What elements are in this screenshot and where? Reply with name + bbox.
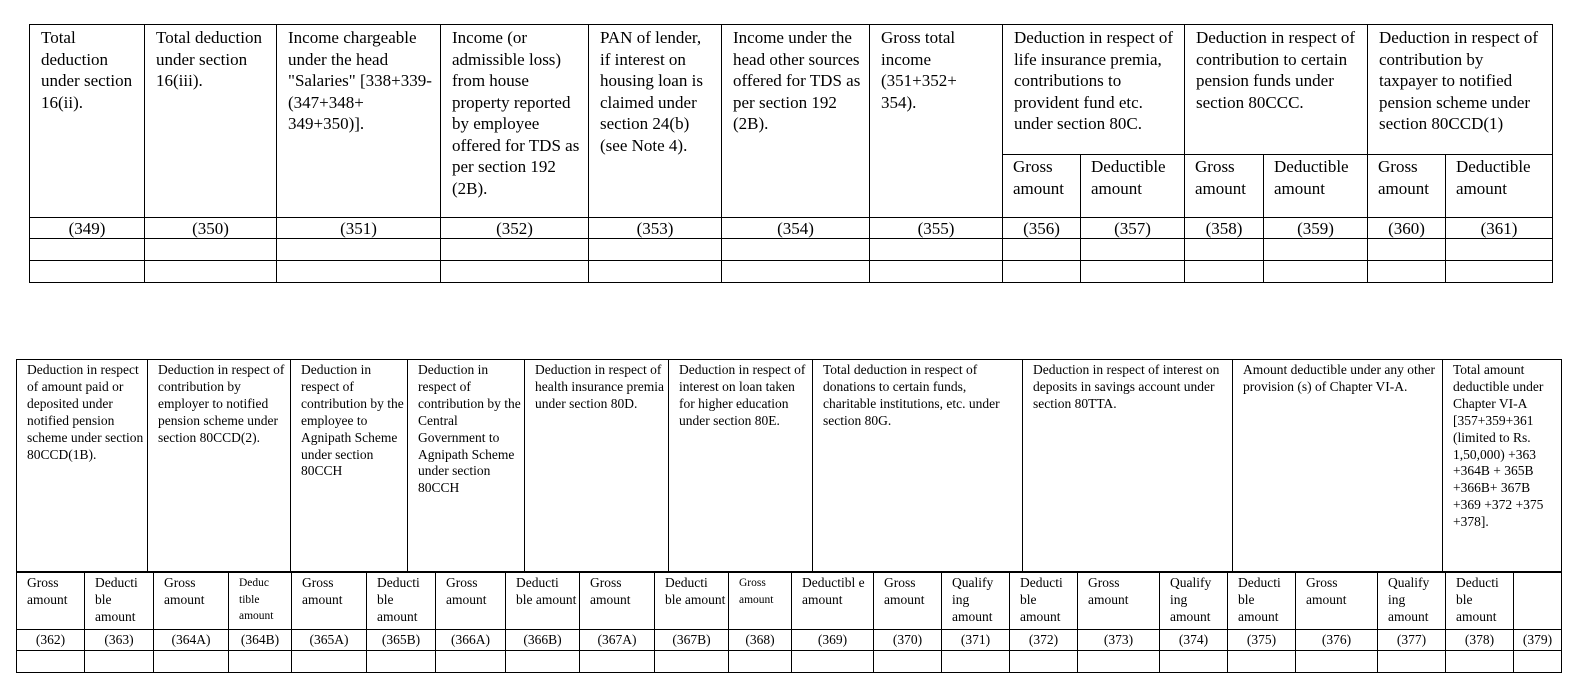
subheader-cell xyxy=(1514,573,1562,630)
subheader-cell: Deducti ble amount xyxy=(1446,573,1514,630)
data-cell[interactable] xyxy=(1078,651,1160,673)
data-cell[interactable] xyxy=(1081,261,1185,283)
header-cell: Income chargeable under the head "Salaries" [338+339-(347+348+ 349+350)]. xyxy=(277,25,441,218)
data-cell[interactable] xyxy=(277,261,441,283)
column-number: (378) xyxy=(1446,630,1514,651)
subheader-cell: Gross amount xyxy=(1296,573,1378,630)
data-cell[interactable] xyxy=(729,651,792,673)
data-cell[interactable] xyxy=(1003,239,1081,261)
subheader-cell: Gross amount xyxy=(580,573,655,630)
data-cell[interactable] xyxy=(1368,239,1446,261)
data-cell[interactable] xyxy=(870,261,1003,283)
column-number: (365B) xyxy=(367,630,436,651)
data-cell[interactable] xyxy=(580,651,655,673)
header-cell: Amount deductible under any other provision (s) of Chapter VI-A. xyxy=(1233,360,1443,572)
column-number: (379) xyxy=(1514,630,1562,651)
column-number: (367A) xyxy=(580,630,655,651)
header-cell: Total deduction in respect of donations to certain funds, charitable institutions, etc. under section 80G. xyxy=(813,360,1023,572)
column-number: (370) xyxy=(874,630,942,651)
data-cell[interactable] xyxy=(1228,651,1296,673)
data-cell[interactable] xyxy=(1185,261,1264,283)
header-cell: Deduction in respect of contribution by the employee to Agnipath Scheme under section 80CCH xyxy=(291,360,408,572)
data-cell[interactable] xyxy=(145,261,277,283)
subheader-gross: Gross amount xyxy=(1185,155,1264,218)
column-number: (367B) xyxy=(655,630,729,651)
data-cell[interactable] xyxy=(30,239,145,261)
column-number: (373) xyxy=(1078,630,1160,651)
header-cell: Total amount deductible under Chapter VI-A [357+359+361 (limited to Rs. 1,50,000) +363 +364B + 365B +366B+ 367B +369 +372 +375 +378]. xyxy=(1443,360,1562,572)
data-cell[interactable] xyxy=(1446,261,1553,283)
data-cell[interactable] xyxy=(229,651,292,673)
data-cell[interactable] xyxy=(655,651,729,673)
data-cell[interactable] xyxy=(436,651,506,673)
data-cell[interactable] xyxy=(1160,651,1228,673)
column-number: (362) xyxy=(17,630,85,651)
column-number: (351) xyxy=(277,218,441,239)
column-number: (356) xyxy=(1003,218,1081,239)
subheader-cell: Deducti ble amount xyxy=(367,573,436,630)
data-cell[interactable] xyxy=(1378,651,1446,673)
data-cell[interactable] xyxy=(870,239,1003,261)
header-cell: Gross total income (351+352+ 354). xyxy=(870,25,1003,218)
column-number: (374) xyxy=(1160,630,1228,651)
deductions-table-upper xyxy=(29,24,1553,283)
column-number: (366A) xyxy=(436,630,506,651)
column-number: (371) xyxy=(942,630,1010,651)
data-cell[interactable] xyxy=(1296,651,1378,673)
column-number: (364B) xyxy=(229,630,292,651)
subheader-cell: Gross amount xyxy=(874,573,942,630)
data-cell[interactable] xyxy=(367,651,436,673)
column-number: (357) xyxy=(1081,218,1185,239)
data-cell[interactable] xyxy=(1185,239,1264,261)
data-cell[interactable] xyxy=(1514,651,1562,673)
subheader-deductible: Deductible amount xyxy=(1081,155,1185,218)
data-cell[interactable] xyxy=(722,239,870,261)
subheader-deductible: Deductible amount xyxy=(1264,155,1368,218)
deductions-table-lower-body xyxy=(16,572,1562,673)
header-cell: Deduction in respect of interest on loan taken for higher education under section 80E. xyxy=(669,360,813,572)
data-cell[interactable] xyxy=(874,651,942,673)
column-number: (366B) xyxy=(506,630,580,651)
data-cell[interactable] xyxy=(942,651,1010,673)
subheader-cell: Gross amount xyxy=(436,573,506,630)
data-cell[interactable] xyxy=(292,651,367,673)
column-number: (360) xyxy=(1368,218,1446,239)
column-number: (361) xyxy=(1446,218,1553,239)
data-cell[interactable] xyxy=(589,239,722,261)
data-cell[interactable] xyxy=(722,261,870,283)
subheader-cell: Gross amount xyxy=(729,573,792,630)
data-cell[interactable] xyxy=(441,261,589,283)
subheader-cell: Deducti ble amount xyxy=(1228,573,1296,630)
column-number: (365A) xyxy=(292,630,367,651)
data-cell[interactable] xyxy=(277,239,441,261)
subheader-cell: Deducti ble amount xyxy=(506,573,580,630)
header-cell: Deduction in respect of contribution by employer to notified pension scheme under section 80CCD(2). xyxy=(148,360,291,572)
data-cell[interactable] xyxy=(441,239,589,261)
data-cell[interactable] xyxy=(589,261,722,283)
data-cell[interactable] xyxy=(1010,651,1078,673)
column-number: (369) xyxy=(792,630,874,651)
column-number: (349) xyxy=(30,218,145,239)
column-number: (376) xyxy=(1296,630,1378,651)
data-cell[interactable] xyxy=(1081,239,1185,261)
subheader-cell: Gross amount xyxy=(1078,573,1160,630)
column-number: (350) xyxy=(145,218,277,239)
data-cell[interactable] xyxy=(792,651,874,673)
subheader-cell: Qualify ing amount xyxy=(1378,573,1446,630)
data-cell[interactable] xyxy=(154,651,229,673)
header-cell: Deduction in respect of contribution by taxpayer to notified pension scheme under section 80CCD(1) xyxy=(1368,25,1553,155)
column-number: (372) xyxy=(1010,630,1078,651)
header-cell: Income under the head other sources offered for TDS as per section 192 (2B). xyxy=(722,25,870,218)
header-cell: PAN of lender, if interest on housing loan is claimed under section 24(b) (see Note 4). xyxy=(589,25,722,218)
subheader-cell: Gross amount xyxy=(292,573,367,630)
header-cell: Deduction in respect of contribution by the Central Government to Agnipath Scheme under section 80CCH xyxy=(408,360,525,572)
data-cell[interactable] xyxy=(1264,261,1368,283)
column-number: (354) xyxy=(722,218,870,239)
subheader-gross: Gross amount xyxy=(1003,155,1081,218)
header-cell: Deduction in respect of life insurance premia, contributions to provident fund etc. under section 80C. xyxy=(1003,25,1185,155)
data-cell[interactable] xyxy=(17,651,85,673)
header-cell: Total deduction under section 16(iii). xyxy=(145,25,277,218)
data-cell[interactable] xyxy=(85,651,154,673)
column-number: (364A) xyxy=(154,630,229,651)
header-cell: Deduction in respect of contribution to certain pension funds under section 80CCC. xyxy=(1185,25,1368,155)
data-cell[interactable] xyxy=(506,651,580,673)
deductions-table-lower-headers xyxy=(16,359,1562,572)
data-cell[interactable] xyxy=(145,239,277,261)
column-number: (375) xyxy=(1228,630,1296,651)
column-number: (352) xyxy=(441,218,589,239)
column-number: (358) xyxy=(1185,218,1264,239)
data-cell[interactable] xyxy=(1003,261,1081,283)
column-number: (355) xyxy=(870,218,1003,239)
header-cell: Total deduction under section 16(ii). xyxy=(30,25,145,218)
subheader-cell: Deduc tible amount xyxy=(229,573,292,630)
subheader-cell: Qualify ing amount xyxy=(942,573,1010,630)
subheader-cell: Gross amount xyxy=(17,573,85,630)
subheader-cell: Qualify ing amount xyxy=(1160,573,1228,630)
column-number: (377) xyxy=(1378,630,1446,651)
subheader-gross: Gross amount xyxy=(1368,155,1446,218)
data-cell[interactable] xyxy=(1446,239,1553,261)
column-number: (359) xyxy=(1264,218,1368,239)
data-cell[interactable] xyxy=(1264,239,1368,261)
header-cell: Deduction in respect of interest on deposits in savings account under section 80TTA. xyxy=(1023,360,1233,572)
data-cell[interactable] xyxy=(30,261,145,283)
subheader-deductible: Deductible amount xyxy=(1446,155,1553,218)
subheader-cell: Deductibl e amount xyxy=(792,573,874,630)
subheader-cell: Deducti ble amount xyxy=(1010,573,1078,630)
data-cell[interactable] xyxy=(1446,651,1514,673)
header-cell: Deduction in respect of health insurance premia under section 80D. xyxy=(525,360,669,572)
data-cell[interactable] xyxy=(1368,261,1446,283)
subheader-cell: Deducti ble amount xyxy=(655,573,729,630)
header-cell: Deduction in respect of amount paid or deposited under notified pension scheme under section 80CCD(1B). xyxy=(17,360,148,572)
subheader-cell: Gross amount xyxy=(154,573,229,630)
column-number: (368) xyxy=(729,630,792,651)
column-number: (353) xyxy=(589,218,722,239)
column-number: (363) xyxy=(85,630,154,651)
header-cell: Income (or admissible loss) from house property reported by employee offered for TDS as per section 192 (2B). xyxy=(441,25,589,218)
subheader-cell: Deducti ble amount xyxy=(85,573,154,630)
